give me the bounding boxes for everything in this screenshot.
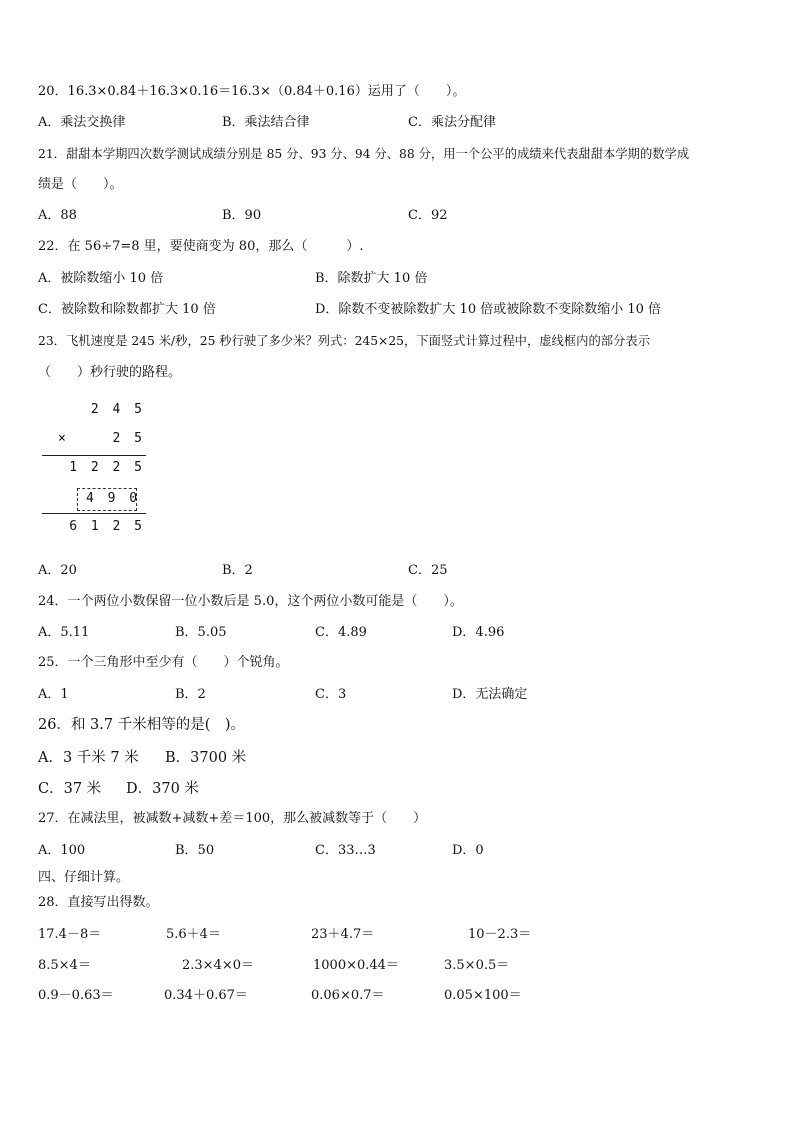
- q25-option-a: A．1: [38, 687, 69, 702]
- calc-item: 8.5×4＝: [38, 958, 91, 973]
- calc-partial-1: 1 2 2 5: [69, 460, 145, 475]
- q26-option-d: D．370 米: [126, 781, 199, 797]
- q23-option-c: C．25: [408, 563, 448, 578]
- q22-option-b: B．除数扩大 10 倍: [315, 271, 428, 286]
- q21-option-c: C．92: [408, 208, 448, 223]
- q27-stem: 27．在减法里，被减数+减数+差＝100，那么被减数等于（ ）: [38, 811, 427, 826]
- q27-option-c: C．33…3: [315, 843, 376, 858]
- calc-rule-1: [42, 455, 146, 456]
- q22-option-a: A．被除数缩小 10 倍: [38, 271, 164, 286]
- calc-item: 1000×0.44＝: [313, 958, 399, 973]
- calc-item: 0.06×0.7＝: [311, 988, 385, 1003]
- q23-option-b: B．2: [222, 563, 253, 578]
- q27-option-a: A．100: [38, 843, 86, 858]
- calc-item: 10－2.3＝: [468, 927, 532, 942]
- calc-item: 5.6＋4＝: [166, 927, 221, 942]
- q25-stem: 25．一个三角形中至少有（ ）个锐角。: [38, 655, 289, 670]
- q26-stem: 26．和 3.7 千米相等的是( )。: [38, 717, 246, 733]
- calc-multiplier: 2 5: [112, 431, 145, 446]
- q23-option-a: A．20: [38, 563, 77, 578]
- calc-item: 0.9－0.63＝: [38, 988, 114, 1003]
- q27-option-d: D．0: [452, 843, 484, 858]
- q21-option-a: A．88: [38, 208, 77, 223]
- calc-item: 17.4－8＝: [38, 927, 102, 942]
- calc-item: 0.34＋0.67＝: [164, 988, 248, 1003]
- calc-item: 0.05×100＝: [444, 988, 522, 1003]
- q21-option-b: B．90: [222, 208, 262, 223]
- q20-stem: 20．16.3×0.84＋16.3×0.16＝16.3×（0.84＋0.16）运用了（ ）。: [38, 84, 466, 99]
- q20-option-c: C．乘法分配律: [408, 115, 496, 130]
- calc-times-sign: ×: [58, 431, 69, 446]
- q24-option-c: C．4.89: [315, 625, 367, 640]
- q28-stem: 28．直接写出得数。: [38, 895, 159, 910]
- q24-option-d: D．4.96: [452, 625, 505, 640]
- q21-stem-line1: 21．甜甜本学期四次数学测试成绩分别是 85 分、93 分、94 分、88 分，用一个公平的成绩来代表甜甜本学期的数学成: [38, 147, 690, 161]
- q26-option-a: A．3 千米 7 米: [38, 750, 139, 766]
- q26-option-b: B．3700 米: [165, 750, 247, 766]
- calc-item: 2.3×4×0＝: [182, 958, 255, 973]
- q25-option-c: C．3: [315, 687, 347, 702]
- q22-stem: 22．在 56÷7=8 里，要使商变为 80，那么（ ）.: [38, 239, 364, 254]
- q22-option-d: D．除数不变被除数扩大 10 倍或被除数不变除数缩小 10 倍: [315, 302, 662, 317]
- calc-product: 6 1 2 5: [69, 519, 145, 534]
- q24-option-a: A．5.11: [38, 625, 90, 640]
- calc-item: 3.5×0.5＝: [444, 958, 510, 973]
- q26-option-c: C．37 米: [38, 781, 102, 797]
- q25-option-b: B．2: [175, 687, 206, 702]
- q27-option-b: B．50: [175, 843, 215, 858]
- section-title: 四、仔细计算。: [38, 870, 130, 885]
- q24-option-b: B．5.05: [175, 625, 227, 640]
- q24-stem: 24．一个两位小数保留一位小数后是 5.0，这个两位小数可能是（ ）。: [38, 594, 463, 609]
- calc-multiplicand: 2 4 5: [90, 402, 145, 417]
- calc-item: 23＋4.7＝: [311, 927, 375, 942]
- q20-option-b: B．乘法结合律: [222, 115, 310, 130]
- q21-stem-line2: 绩是（ ）。: [38, 177, 123, 192]
- q20-option-a: A．乘法交换律: [38, 115, 126, 130]
- q23-stem-line1: 23．飞机速度是 245 米/秒，25 秒行驶了多少米？列式：245×25，下面竖式计算过程中，虚线框内的部分表示: [38, 334, 650, 348]
- calc-partial-2: 4 9 0: [86, 491, 141, 506]
- q25-option-d: D．无法确定: [452, 687, 528, 702]
- calc-rule-2: [42, 513, 146, 514]
- q22-option-c: C．被除数和除数都扩大 10 倍: [38, 302, 216, 317]
- q23-stem-line2: （ ）秒行驶的路程。: [38, 365, 182, 380]
